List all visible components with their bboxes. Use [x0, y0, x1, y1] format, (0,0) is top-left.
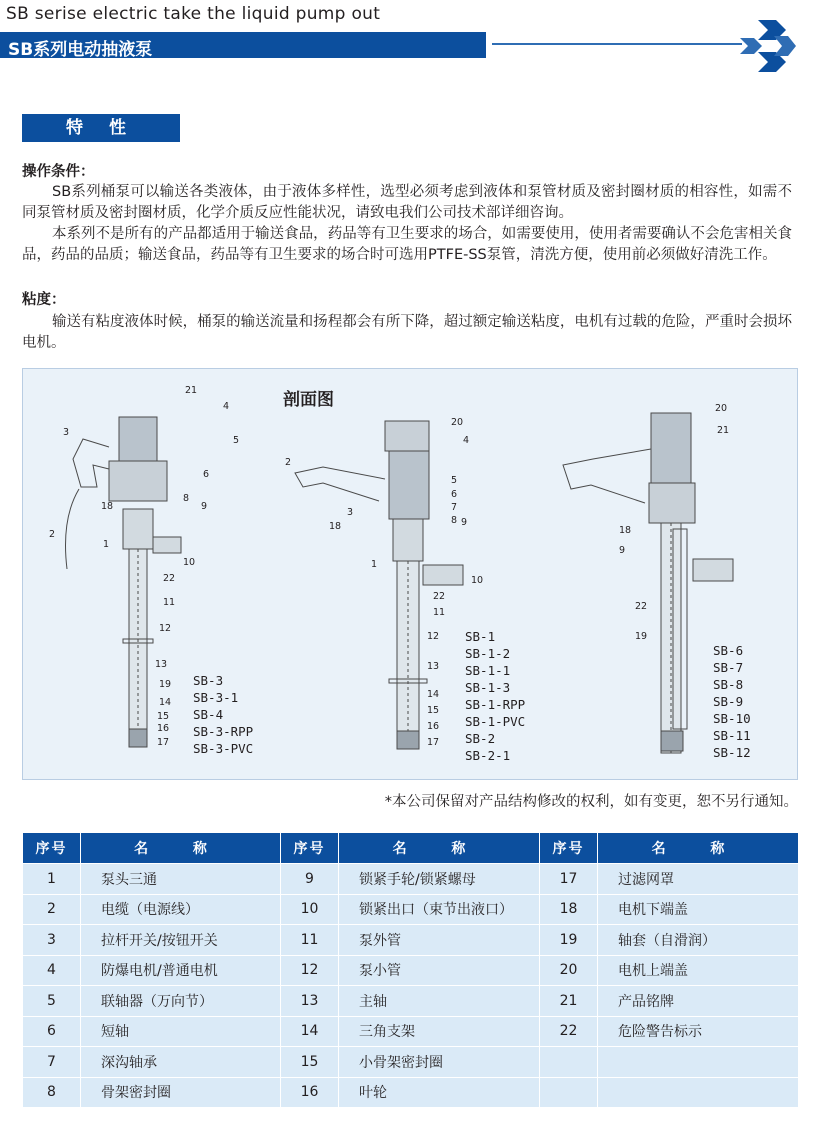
- model-label: SB-1-1: [465, 663, 511, 678]
- table-row: [23, 894, 799, 925]
- part-no: 20: [540, 955, 598, 986]
- part-no: 6: [23, 1016, 81, 1047]
- cross-section-figure: [22, 368, 798, 780]
- header-rule: [492, 43, 742, 45]
- callout: 21: [717, 425, 730, 436]
- callout: 22: [433, 591, 446, 602]
- model-label: SB-6: [713, 643, 744, 658]
- part-name: 电缆（电源线）: [81, 894, 281, 925]
- col-header-no: 序号: [281, 833, 339, 864]
- part-no: 22: [540, 1016, 598, 1047]
- callout: 1: [103, 539, 110, 550]
- part-name: 防爆电机/普通电机: [81, 955, 281, 986]
- part-no: 3: [23, 925, 81, 956]
- callout: 6: [451, 489, 458, 500]
- part-no: 9: [281, 864, 339, 895]
- part-name: [598, 1047, 799, 1078]
- callout: 10: [183, 557, 196, 568]
- part-name: 轴套（自滑润）: [598, 925, 799, 956]
- callout: 19: [635, 631, 648, 642]
- part-name: 电机下端盖: [598, 894, 799, 925]
- callout: 20: [451, 417, 464, 428]
- parts-table: [22, 832, 799, 1108]
- table-row: [23, 864, 799, 895]
- operating-paragraph-1: SB系列桶泵可以输送各类液体，由于液体多样性，选型必须考虑到液体和泵管材质及密封圈材质的相容性，如需不同泵管材质及密封圈材质，化学介质反应性能状况，请致电我们公司技术部详细咨询。: [22, 184, 792, 221]
- part-no: 15: [281, 1047, 339, 1078]
- title-bar: [0, 32, 486, 58]
- callout: 18: [329, 521, 342, 532]
- model-label: SB-3-RPP: [193, 724, 254, 739]
- table-row: [23, 1016, 799, 1047]
- model-label: SB-11: [713, 728, 751, 743]
- part-no: 13: [281, 986, 339, 1017]
- callout: 13: [155, 659, 168, 670]
- part-no: 2: [23, 894, 81, 925]
- part-name: 短轴: [81, 1016, 281, 1047]
- pump-c-motor: [651, 413, 691, 483]
- callout: 9: [201, 501, 208, 512]
- callout: 12: [427, 631, 440, 642]
- callout: 16: [427, 721, 440, 732]
- model-label: SB-8: [713, 677, 744, 692]
- part-no: 8: [23, 1077, 81, 1108]
- callout: 4: [223, 401, 230, 412]
- part-no: 7: [23, 1047, 81, 1078]
- part-name: 叶轮: [339, 1077, 540, 1108]
- viscosity-heading: 粘度：: [22, 292, 66, 308]
- part-no: 12: [281, 955, 339, 986]
- model-label: SB-1-2: [465, 646, 511, 661]
- table-row: [23, 925, 799, 956]
- model-label: SB-9: [713, 694, 744, 709]
- model-label: SB-1-RPP: [465, 697, 526, 712]
- part-name: 拉杆开关/按钮开关: [81, 925, 281, 956]
- part-no: 14: [281, 1016, 339, 1047]
- part-name: 主轴: [339, 986, 540, 1017]
- callout: 7: [451, 502, 458, 513]
- part-name: 产品铭牌: [598, 986, 799, 1017]
- callout: 15: [157, 711, 170, 722]
- callout: 3: [347, 507, 354, 518]
- part-name: 联轴器（万向节）: [81, 986, 281, 1017]
- callout: 22: [163, 573, 176, 584]
- callout: 8: [183, 493, 190, 504]
- callout: 2: [49, 529, 56, 540]
- chinese-title: SB系列电动抽液泵: [8, 40, 153, 60]
- part-no: 18: [540, 894, 598, 925]
- part-no: 17: [540, 864, 598, 895]
- part-no: 10: [281, 894, 339, 925]
- callout: 12: [159, 623, 172, 634]
- part-name: 三角支架: [339, 1016, 540, 1047]
- callout: 9: [619, 545, 626, 556]
- callout: 18: [619, 525, 632, 536]
- col-header-name: 名 称: [339, 833, 540, 864]
- part-name: 小骨架密封圈: [339, 1047, 540, 1078]
- col-header-no: 序号: [23, 833, 81, 864]
- part-no: [540, 1077, 598, 1108]
- disclaimer-note: *本公司保留对产品结构修改的权利，如有变更，恕不另行通知。: [384, 794, 798, 810]
- figure-title: 剖面图: [283, 390, 334, 410]
- part-no: 16: [281, 1077, 339, 1108]
- operating-paragraph-2: 本系列不是所有的产品都适用于输送食品，药品等有卫生要求的场合，如需要使用，使用者需要确认不会危害相关食品，药品的品质；输送食品，药品等有卫生要求的场合时可选用PTFE-SS泵管，清洗方便，使用前必须做好清洗工作。: [22, 226, 792, 263]
- model-label: SB-7: [713, 660, 744, 675]
- english-title: SB serise electric take the liquid pump out: [6, 4, 381, 24]
- pump-a-motor: [119, 417, 157, 461]
- part-name: 锁紧出口（束节出液口）: [339, 894, 540, 925]
- col-header-name: 名 称: [598, 833, 799, 864]
- callout: 14: [427, 689, 440, 700]
- callout: 19: [159, 679, 172, 690]
- operating-heading: 操作条件：: [22, 164, 95, 180]
- model-label: SB-1-3: [465, 680, 511, 695]
- callout: 18: [101, 501, 114, 512]
- part-name: 电机上端盖: [598, 955, 799, 986]
- pump-drawings: [23, 369, 797, 779]
- viscosity-paragraph: 输送有粘度液体时候，桶泵的输送流量和扬程都会有所下降，超过额定输送粘度，电机有过载的危险，严重时会损坏电机。: [22, 314, 792, 351]
- callout: 4: [463, 435, 470, 446]
- callout: 2: [285, 457, 292, 468]
- table-row: [23, 1077, 799, 1108]
- model-label: SB-3-1: [193, 690, 239, 705]
- table-row: [23, 955, 799, 986]
- part-name: 深沟轴承: [81, 1047, 281, 1078]
- callout: 1: [371, 559, 378, 570]
- callout: 11: [163, 597, 176, 608]
- callout: 5: [451, 475, 458, 486]
- part-name: 泵小管: [339, 955, 540, 986]
- model-label: SB-2: [465, 731, 496, 746]
- model-label: SB-10: [713, 711, 751, 726]
- callout: 22: [635, 601, 648, 612]
- callout: 20: [715, 403, 728, 414]
- callout: 10: [471, 575, 484, 586]
- part-name: 泵头三通: [81, 864, 281, 895]
- part-no: 11: [281, 925, 339, 956]
- callout: 5: [233, 435, 240, 446]
- callout: 21: [185, 385, 198, 396]
- part-no: 5: [23, 986, 81, 1017]
- callout: 8: [451, 515, 458, 526]
- col-header-no: 序号: [540, 833, 598, 864]
- model-label: SB-4: [193, 707, 224, 722]
- model-label: SB-1-PVC: [465, 714, 526, 729]
- callout: 13: [427, 661, 440, 672]
- callout: 17: [157, 737, 170, 748]
- model-label: SB-2-1: [465, 748, 511, 763]
- part-no: 21: [540, 986, 598, 1017]
- callout: 11: [433, 607, 446, 618]
- part-name: 骨架密封圈: [81, 1077, 281, 1108]
- part-no: 4: [23, 955, 81, 986]
- part-no: 1: [23, 864, 81, 895]
- callout: 14: [159, 697, 172, 708]
- section-tab: 特 性: [22, 114, 180, 142]
- callout: 15: [427, 705, 440, 716]
- part-no: [540, 1047, 598, 1078]
- callout: 16: [157, 723, 170, 734]
- model-label: SB-3: [193, 673, 224, 688]
- table-row: [23, 986, 799, 1017]
- model-label: SB-1: [465, 629, 496, 644]
- part-name: 泵外管: [339, 925, 540, 956]
- callout: 17: [427, 737, 440, 748]
- callout: 3: [63, 427, 70, 438]
- col-header-name: 名 称: [81, 833, 281, 864]
- part-name: 危险警告标示: [598, 1016, 799, 1047]
- part-name: 过滤网罩: [598, 864, 799, 895]
- pump-b-motor: [389, 451, 429, 519]
- brand-logo-icon: [730, 14, 800, 78]
- model-label: SB-12: [713, 745, 751, 760]
- part-name: [598, 1077, 799, 1108]
- part-name: 锁紧手轮/锁紧螺母: [339, 864, 540, 895]
- table-row: [23, 1047, 799, 1078]
- callout: 9: [461, 517, 468, 528]
- callout: 6: [203, 469, 210, 480]
- part-no: 19: [540, 925, 598, 956]
- model-label: SB-3-PVC: [193, 741, 254, 756]
- table-header-row: [23, 833, 799, 864]
